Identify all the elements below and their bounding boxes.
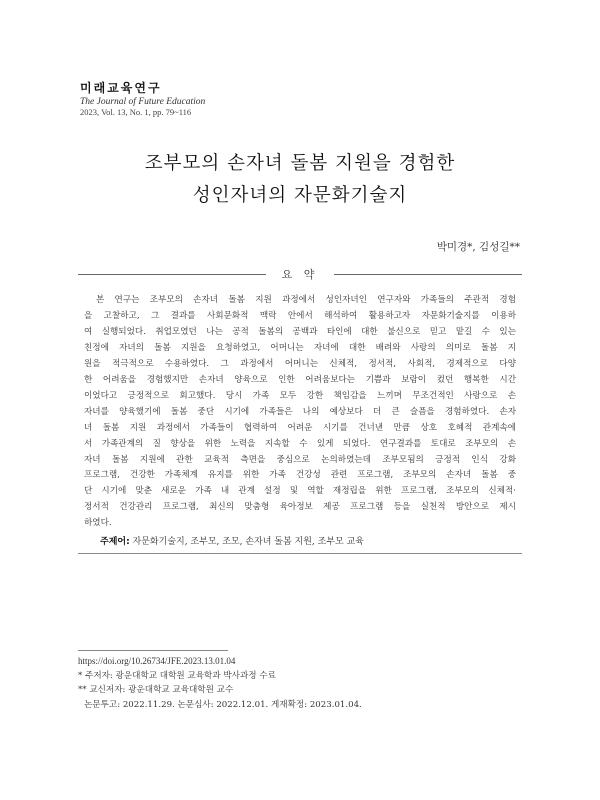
abstract-line: 녀 돌봄 지원 과정에서 가족들이 협력하여 어려운 시기를 건너낸 만큼 상호 호혜적 관계속에	[84, 422, 516, 433]
footnote-first-author: * 주저자: 광운대학교 대학원 교육학과 박사과정 수료	[78, 670, 276, 681]
journal-title-english: The Journal of Future Education	[80, 97, 206, 107]
paper-title-line1: 조부모의 손자녀 돌봄 지원을 경험한	[144, 153, 456, 174]
paper-title-line2: 성인자녀의 자문화기술지	[192, 185, 408, 206]
abstract-body	[84, 293, 516, 532]
abstract-line: 한 어려움을 경험했지만 손자녀 양육으로 인한 어려움보다는 기쁨과 보람이 컸던 행복한 시간	[84, 374, 516, 385]
abstract-heading	[78, 266, 522, 282]
abstract-line: 여 실행되었다. 취업모였던 나는 공적 돌봄의 공백과 타인에 대한 불신으로 믿고 맡길 수 있는	[84, 326, 516, 337]
footnote-divider	[78, 650, 228, 651]
abstract-heading-rule-right	[334, 274, 522, 275]
keywords-divider	[78, 553, 522, 554]
abstract-line: 원을 적극적으로 수용하였다. 그 과정에서 어머니는 신체적, 정서적, 사회적, 경제적으로 다양	[84, 358, 516, 369]
abstract-line: 친정에 자녀의 돌봄 지원을 요청하였고, 어머니는 자녀에 대한 배려와 사랑의 의미로 돌봄 지	[84, 342, 516, 353]
abstract-line: 정서적 건강관리 프로그램, 최신의 맞춤형 육아정보 제공 프로그램 등을 실천적 방안으로 제시	[84, 502, 516, 513]
keywords	[100, 534, 364, 547]
author-list: 박미경*, 김성길**	[436, 241, 520, 253]
abstract-line: 자녀 돌봄 지원에 관한 교육적 측면을 중심으로 논의하였는데 조부모됨의 긍정적 인식 강화	[84, 454, 516, 465]
abstract-line: 서 가족관계의 질 향상을 위한 노력을 지속할 수 있게 되었다. 연구결과를 토대로 조부모의 손	[84, 438, 516, 449]
abstract-line: 하였다.	[84, 518, 112, 529]
footnote-corresponding-author: ** 교신저자: 광운대학교 교육대학원 교수	[78, 685, 234, 695]
abstract-line: 프로그램, 건강한 가족체계 유지를 위한 가족 건강성 관련 프로그램, 조부모의 손자녀 돌봄 중	[84, 470, 516, 481]
abstract-line: 을 고찰하고, 그 결과를 사회문화적 맥락 안에서 해석하여 활용하고자 자문화기술지를 이용하	[84, 310, 516, 321]
journal-header	[80, 79, 205, 117]
keywords-label: 주제어:	[100, 537, 130, 547]
doi-link[interactable]: https://doi.org/10.26734/JFE.2023.13.01.04	[78, 656, 236, 666]
abstract-line: 본 연구는 조부모의 손자녀 돌봄 지원 과정에서 성인자녀인 연구자와 가족들의 주관적 경험	[96, 295, 516, 305]
keywords-text: 자문화기술지, 조부모, 조모, 손자녀 돌봄 지원, 조부모 교육	[129, 537, 364, 547]
abstract-line: 자녀를 양육했기에 돌봄 중단 시기에 가족들은 나의 예상보다 더 큰 슬픔을 경험하였다. 손자	[84, 406, 516, 417]
journal-title-korean: 미래교육연구	[80, 81, 162, 95]
abstract-line: 단 시기에 맞춘 새로운 가족 내 관계 설정 및 역할 재정립을 위한 프로그램, 조부모의 신체적·	[84, 486, 516, 497]
abstract-heading-label: 요 약	[281, 268, 319, 281]
journal-volume-info: 2023, Vol. 13, No. 1, pp. 79~116	[80, 107, 192, 117]
footnotes	[78, 654, 362, 712]
footnote-submission-dates: 논문투고: 2022.11.29. 논문심사: 2022.12.01. 게재확정: 2023.01.04.	[84, 699, 362, 710]
abstract-line: 이었다고 긍정적으로 회고했다. 당시 가족 모두 강한 책임감을 느끼며 무조건적인 사랑으로 손	[84, 390, 516, 401]
